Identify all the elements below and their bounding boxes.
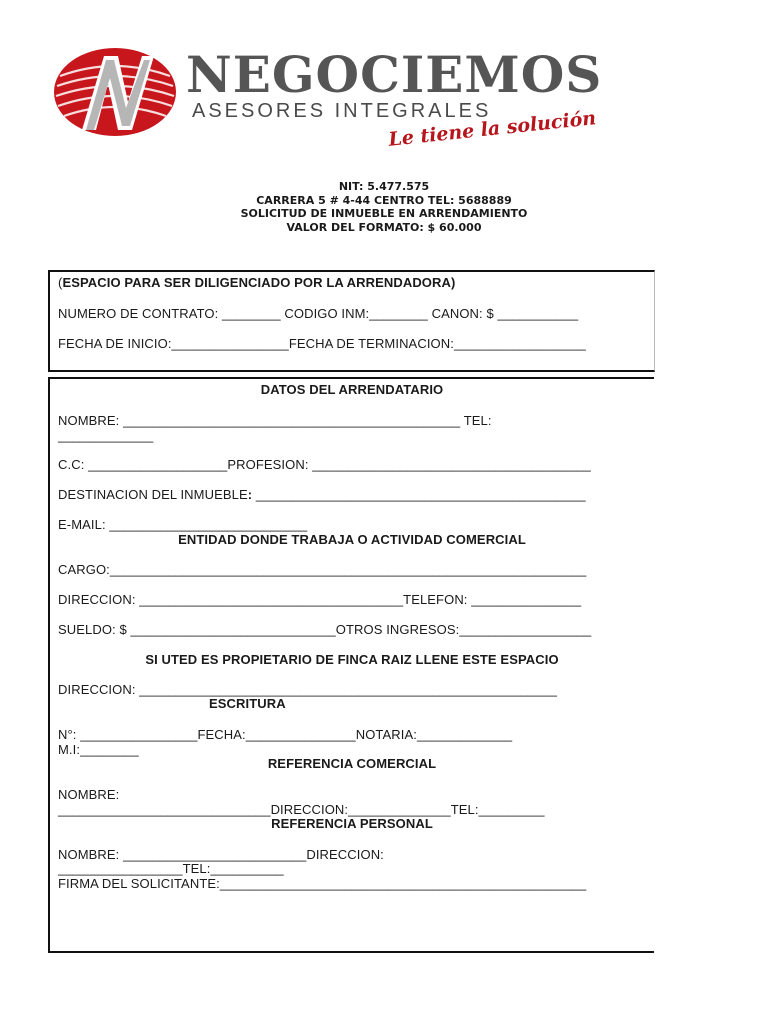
employer-address-line[interactable]: DIRECCION: ____________________________________TELEFON: _______________: [58, 592, 582, 607]
tenant-tel-line[interactable]: _____________: [58, 428, 154, 443]
personal-ref-tel-line[interactable]: _________________TEL:__________: [58, 861, 284, 876]
personal-ref-name-line[interactable]: NOMBRE: _________________________DIRECCION:: [58, 847, 384, 862]
job-title-line[interactable]: CARGO:_________________________________________________________________: [58, 562, 587, 577]
owner-property-address-line[interactable]: DIRECCION: _________________________________________________________: [58, 682, 558, 697]
lessor-section-heading: (ESPACIO PARA SER DILIGENCIADO POR LA ARRENDADORA): [58, 275, 456, 290]
logo-emblem-icon: [52, 46, 178, 138]
contract-line[interactable]: NUMERO DE CONTRATO: ________ CODIGO INM:________ CANON: $ ___________: [58, 306, 579, 321]
section-heading-personal-reference: REFERENCIA PERSONAL: [271, 816, 433, 831]
commercial-ref-name-label: NOMBRE:: [58, 787, 120, 802]
deed-details-line[interactable]: N°: ________________FECHA:_______________NOTARIA:_____________: [58, 727, 513, 742]
section-heading-deed: ESCRITURA: [209, 696, 286, 711]
document-header: [0, 180, 768, 234]
nit-line: NIT: 5.477.575: [338, 180, 430, 193]
tenant-id-profession-line[interactable]: C.C: ___________________PROFESION: ______________________________________: [58, 457, 591, 472]
document-title: SOLICITUD DE INMUEBLE EN ARRENDAMIENTO: [240, 207, 528, 220]
price-line: VALOR DEL FORMATO: $ 60.000: [286, 220, 482, 234]
section-heading-employer: ENTIDAD DONDE TRABAJA O ACTIVIDAD COMERCIAL: [178, 532, 526, 547]
mi-line[interactable]: M.I:________: [58, 742, 139, 757]
section-heading-arrendatario: DATOS DEL ARRENDATARIO: [260, 382, 444, 397]
salary-line[interactable]: SUELDO: $ ____________________________OTROS INGRESOS:__________________: [58, 622, 592, 637]
section-heading-property-owner: SI UTED ES PROPIETARIO DE FINCA RAIZ LLENE ESTE ESPACIO: [145, 652, 559, 667]
commercial-ref-line[interactable]: _____________________________DIRECCION:______________TEL:_________: [58, 802, 545, 817]
company-logo: [52, 44, 603, 151]
applicant-signature-line[interactable]: FIRMA DEL SOLICITANTE:__________________________________________________: [58, 876, 587, 891]
logo-subtitle: ASESORES INTEGRALES: [192, 100, 492, 122]
email-line[interactable]: E-MAIL: ___________________________: [58, 517, 308, 532]
dates-line[interactable]: FECHA DE INICIO:________________FECHA DE TERMINACION:__________________: [58, 336, 586, 351]
section-heading-commercial-reference: REFERENCIA COMERCIAL: [267, 756, 437, 771]
logo-wordmark: NEGOCIEMOS: [186, 45, 603, 104]
address-line: CARRERA 5 # 4-44 CENTRO TEL: 5688889: [256, 193, 512, 207]
property-use-line[interactable]: DESTINACION DEL INMUEBLE: _____________________________________________: [58, 487, 586, 502]
tenant-name-line[interactable]: NOMBRE: ______________________________________________ TEL:: [58, 413, 492, 428]
logo-tagline: Le tiene la solución: [387, 107, 598, 151]
